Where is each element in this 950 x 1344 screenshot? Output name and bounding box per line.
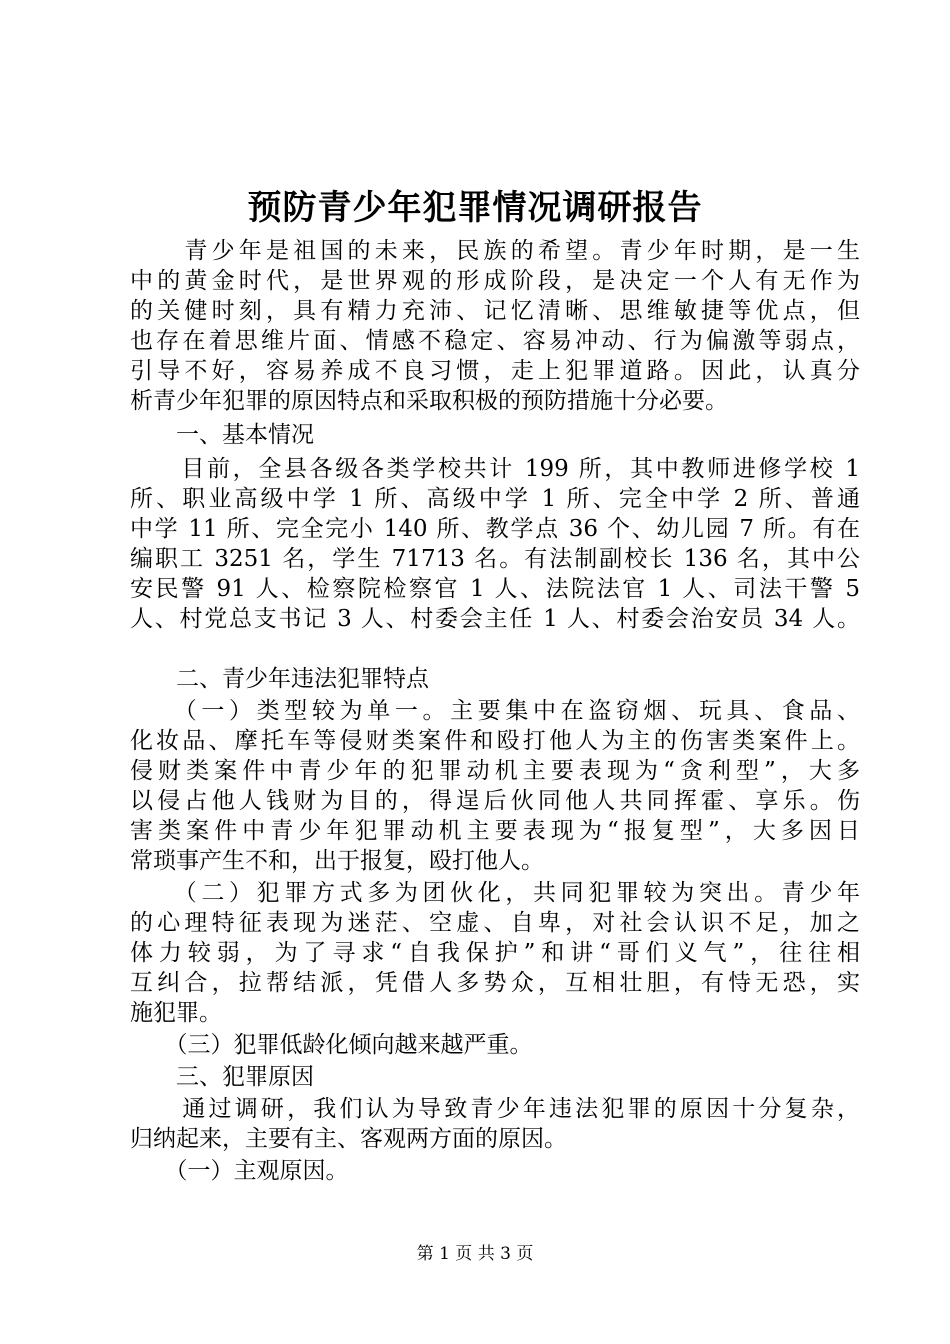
body-line: 以侵占他人钱财为目的，得逞后伙同他人共同挥霍、享乐。伤 xyxy=(130,788,860,814)
body-line: 害类案件中青少年犯罪动机主要表现为“报复型”，大多因日 xyxy=(130,818,860,844)
section-heading: 二、青少年违法犯罪特点 xyxy=(130,666,429,692)
body-line: 施犯罪。 xyxy=(130,1000,222,1026)
body-line: 析青少年犯罪的原因特点和采取积极的预防措施十分必要。 xyxy=(130,388,728,414)
body-line: 编职工 3251 名，学生 71713 名。有法制副校长 136 名，其中公 xyxy=(130,546,860,572)
subsection-heading: （一）主观原因。 xyxy=(130,1158,349,1184)
body-line: （三）犯罪低龄化倾向越来越严重。 xyxy=(130,1032,533,1058)
body-line: 引导不好，容易养成不良习惯，走上犯罪道路。因此，认真分 xyxy=(130,358,860,384)
body-line: 所、职业高级中学 1 所、高级中学 1 所、完全中学 2 所、普通 xyxy=(130,486,860,512)
body-line: 归纳起来，主要有主、客观两方面的原因。 xyxy=(130,1126,567,1152)
body-line: 互纠合，拉帮结派，凭借人多势众，互相壮胆，有恃无恐，实 xyxy=(130,970,860,996)
body-line: 化妆品、摩托车等侵财类案件和殴打他人为主的伤害类案件上。 xyxy=(130,728,860,754)
body-line: 常琐事产生不和，出于报复，殴打他人。 xyxy=(130,848,544,874)
body-line: 的关健时刻，具有精力充沛、记忆清晰、思维敏捷等优点，但 xyxy=(130,298,860,324)
body-line: 安民警 91 人、检察院检察官 1 人、法院法官 1 人、司法干警 5 xyxy=(130,576,860,602)
body-line: 的心理特征表现为迷茫、空虚、自卑，对社会认识不足，加之 xyxy=(130,910,860,936)
body-line: 中学 11 所、完全完小 140 所、教学点 36 个、幼儿园 7 所。有在 xyxy=(130,516,860,542)
body-line: 侵财类案件中青少年的犯罪动机主要表现为“贪利型”，大多 xyxy=(130,758,860,784)
body-line: （一）类型较为单一。主要集中在盗窃烟、玩具、食品、 xyxy=(130,698,860,724)
page-footer: 第 1 页 共 3 页 xyxy=(416,1244,534,1264)
section-heading: 三、犯罪原因 xyxy=(130,1064,314,1090)
section-heading: 一、基本情况 xyxy=(130,422,314,448)
document-title: 预防青少年犯罪情况调研报告 xyxy=(247,188,703,228)
body-line: 体力较弱，为了寻求“自我保护”和讲“哥们义气”，往往相 xyxy=(130,940,860,966)
body-line: 人、村党总支书记 3 人、村委会主任 1 人、村委会治安员 34 人。 xyxy=(130,606,860,632)
body-line: 青少年是祖国的未来，民族的希望。青少年时期，是一生 xyxy=(130,238,860,264)
body-line: 也存在着思维片面、情感不稳定、容易冲动、行为偏激等弱点， xyxy=(130,328,860,354)
body-line: 目前，全县各级各类学校共计 199 所，其中教师进修学校 1 xyxy=(130,456,860,482)
body-line: 中的黄金时代，是世界观的形成阶段，是决定一个人有无作为 xyxy=(130,268,860,294)
body-line: 通过调研，我们认为导致青少年违法犯罪的原因十分复杂， xyxy=(130,1096,860,1122)
body-line: （二）犯罪方式多为团伙化，共同犯罪较为突出。青少年 xyxy=(130,880,860,906)
blank-line xyxy=(130,634,860,664)
